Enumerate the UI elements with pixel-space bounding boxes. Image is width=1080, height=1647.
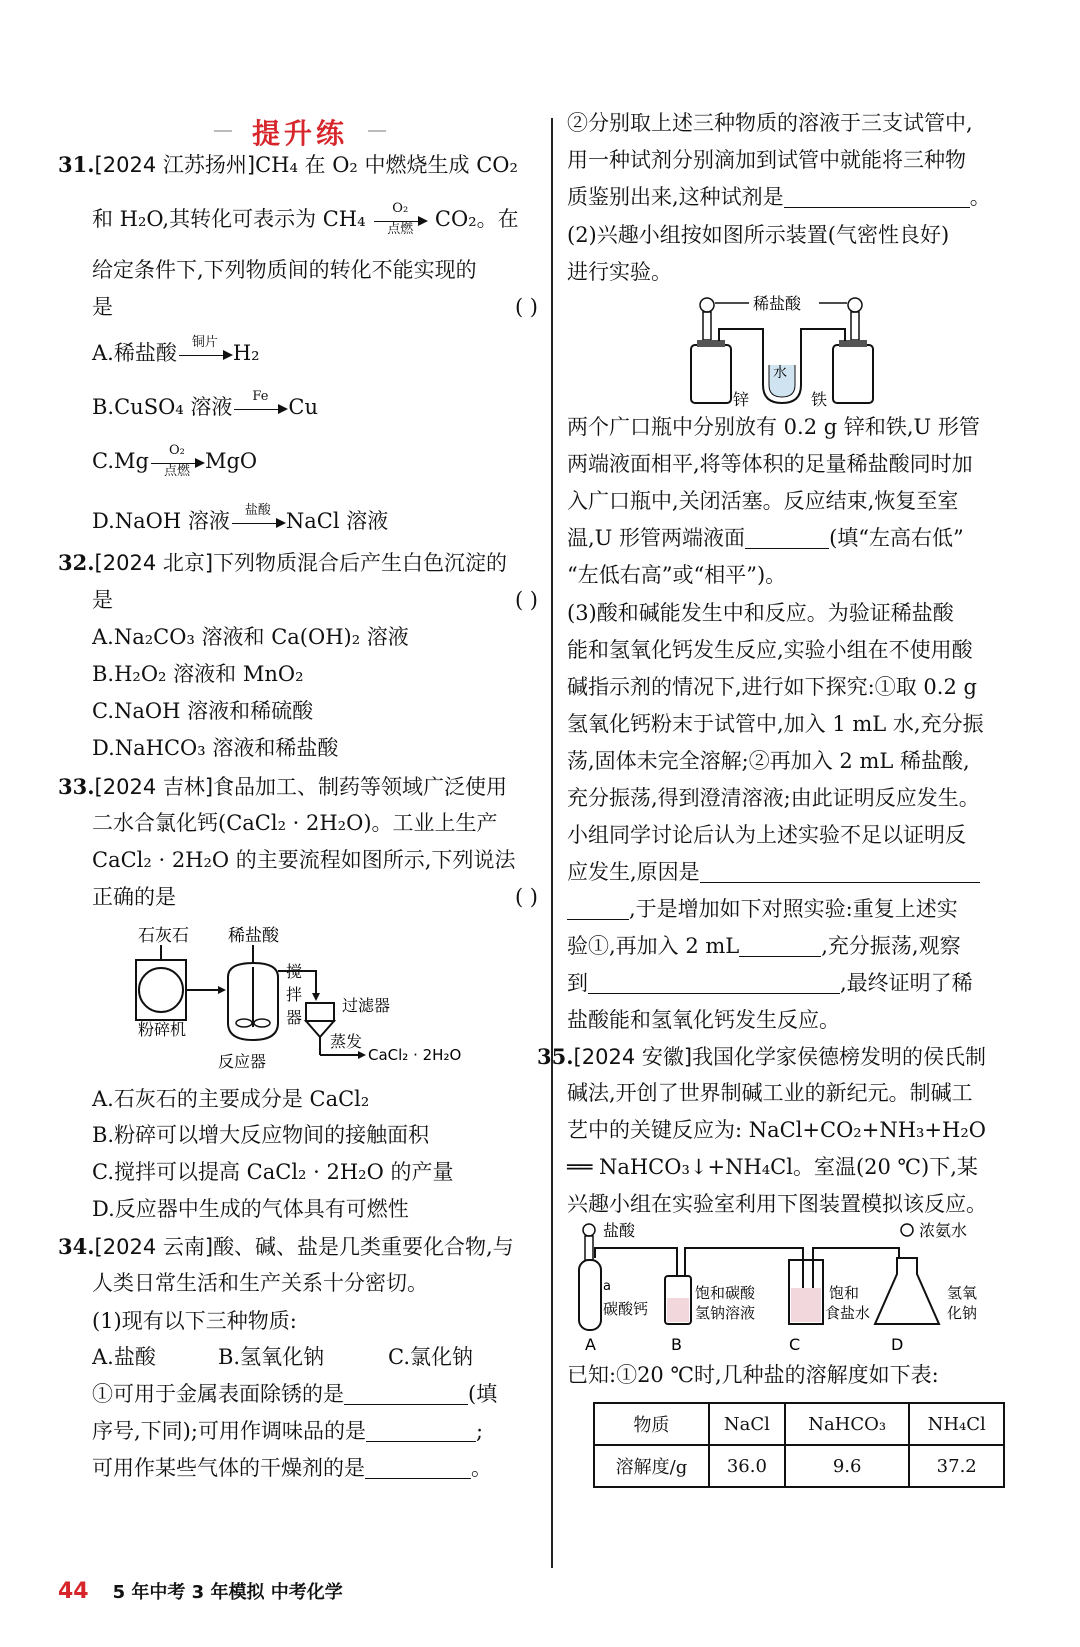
question-text: 酸、碱、盐是几类重要化合物,与 (213, 1235, 514, 1259)
arrow-condition: 点燃 (387, 221, 414, 237)
question-number: 31. (58, 152, 95, 177)
q35-line4: ══ NaHCO₃↓+NH₄Cl。室温(20 ℃)下,某 (567, 1155, 978, 1179)
question-text: CO₂。在 (434, 207, 519, 231)
question-text: 。 (471, 1456, 492, 1480)
answer-blank[interactable] (588, 971, 840, 994)
answer-blank[interactable] (344, 1382, 468, 1405)
q32-option-d: D.NaHCO₃ 溶液和稀盐酸 (92, 736, 339, 760)
q31-option-c (92, 442, 258, 479)
label-iron: 铁 (811, 390, 828, 409)
label-ammonia: 浓氨水 (919, 1221, 968, 1240)
question-text: 可用作某些气体的干燥剂的是 (92, 1456, 365, 1480)
question-text: 正确的是 (92, 885, 176, 909)
label-stir3: 器 (286, 1008, 303, 1027)
answer-paren[interactable]: ( ) (514, 295, 538, 319)
question-text: 下列物质混合后产生白色沉淀的 (213, 551, 508, 575)
q33-line2: 二水合氯化钙(CaCl₂ · 2H₂O)。工业上生产 (92, 811, 498, 835)
option-result: H₂ (232, 341, 260, 365)
question-source: [2024 云南] (94, 1235, 214, 1259)
q34-r22: 盐酸能和氢氧化钙发生反应。 (567, 1008, 840, 1032)
answer-blank[interactable] (365, 1456, 471, 1479)
q34-r4: (2)兴趣小组按如图所示装置(气密性良好) (567, 223, 950, 247)
q35-apparatus-diagram (567, 1218, 1007, 1358)
q35-line1 (537, 1042, 986, 1072)
answer-blank[interactable] (366, 1419, 476, 1442)
arrow-condition: Fe (252, 388, 269, 404)
label-nacl: 饱和 (829, 1284, 860, 1302)
q31-line1 (58, 150, 518, 180)
q34-r8: 入广口瓶中,关闭活塞。反应结束,恢复至室 (567, 489, 959, 513)
q32-option-a: A.Na₂CO₃ 溶液和 Ca(OH)₂ 溶液 (92, 625, 409, 649)
q33-line3: CaCl₂ · 2H₂O 的主要流程如图所示,下列说法 (92, 848, 516, 872)
section-title: 提升练 (220, 112, 380, 152)
q34-r12: 能和氢氧化钙发生反应,实验小组在不使用酸 (567, 638, 973, 662)
answer-blank[interactable] (784, 185, 970, 208)
arrow-condition: O₂ (169, 442, 185, 458)
question-text: 和 H₂O,其转化可表示为 CH₄ (92, 207, 366, 231)
q31-line2 (92, 200, 519, 237)
label-limestone: 石灰石 (138, 926, 189, 946)
question-number: 32. (58, 550, 95, 575)
question-text: ; (475, 1419, 484, 1443)
option-label: B.CuSO₄ 溶液 (92, 395, 233, 419)
column-divider (551, 118, 553, 1568)
q31-option-d (92, 502, 389, 538)
table-cell: 9.6 (785, 1445, 910, 1487)
q33-option-d: D.反应器中生成的气体具有可燃性 (92, 1197, 409, 1221)
q35-line5: 兴趣小组在实验室利用下图装置模拟该反应。 (567, 1192, 987, 1216)
table-cell: 36.0 (709, 1445, 785, 1487)
q34-r11: (3)酸和碱能发生中和反应。为验证稀盐酸 (567, 601, 954, 625)
label-stir: 搅 (286, 962, 303, 981)
label-crusher: 粉碎机 (138, 1020, 187, 1039)
q32-line1 (58, 548, 507, 578)
label-water: 水 (773, 365, 787, 381)
label-evap: 蒸发 (330, 1032, 363, 1051)
q34-r17: 小组同学讨论后认为上述实验不足以证明反 (567, 823, 966, 847)
q35-line3: 艺中的关键反应为: NaCl+CO₂+NH₃+H₂O (567, 1118, 986, 1142)
question-source: [2024 安徽] (573, 1045, 693, 1069)
question-number: 34. (58, 1234, 95, 1259)
q34-r3 (567, 182, 991, 212)
q34-l1 (92, 1379, 497, 1409)
option-result: NaCl 溶液 (285, 509, 389, 533)
question-text: 序号,下同);可用作调味品的是 (92, 1419, 366, 1443)
label-B: B (671, 1335, 682, 1354)
question-text: 是 (92, 588, 113, 612)
q34-r18 (567, 857, 980, 887)
option-result: Cu (288, 395, 318, 419)
page-footer (58, 1578, 343, 1604)
question-text: 到 (567, 971, 588, 995)
q34-r13: 碱指示剂的情况下,进行如下探究:①取 0.2 g (567, 675, 977, 699)
q34-l3 (92, 1453, 492, 1483)
question-text: ①可用于金属表面除锈的是 (92, 1382, 344, 1406)
table-cell: NH₄Cl (909, 1403, 1004, 1445)
arrow-condition: 盐酸 (244, 502, 271, 518)
q34-r9 (567, 523, 964, 553)
q34-sub1: (1)现有以下三种物质: (92, 1309, 297, 1333)
q34-item-c: C.氯化钠 (388, 1345, 473, 1369)
q31-line4 (92, 292, 538, 322)
q34-r2: 用一种试剂分别滴加到试管中就能将三种物 (567, 148, 966, 172)
reaction-arrow (372, 200, 428, 237)
table-cell: 物质 (594, 1403, 709, 1445)
q34-line1 (58, 1232, 514, 1262)
q33-option-c: C.搅拌可以提高 CaCl₂ · 2H₂O 的产量 (92, 1160, 454, 1184)
q33-line1 (58, 772, 507, 802)
table-row (594, 1403, 1004, 1445)
q34-l2 (92, 1416, 483, 1446)
question-text: (填 (468, 1382, 498, 1406)
answer-paren[interactable]: ( ) (514, 588, 538, 612)
q31-option-b (92, 388, 318, 424)
label-zinc: 锌 (733, 390, 750, 409)
label-stir2: 拌 (286, 985, 303, 1004)
question-text: ,最终证明了稀 (840, 971, 973, 995)
page-number: 44 (58, 1579, 89, 1604)
q34-r16: 充分振荡,得到澄清溶液;由此证明反应发生。 (567, 786, 980, 810)
question-text: (填“左高右低” (829, 526, 964, 550)
question-text: 验①,再加入 2 mL (567, 934, 740, 958)
answer-paren[interactable]: ( ) (514, 885, 538, 909)
question-text: ,于是增加如下对照实验:重复上述实 (629, 897, 958, 921)
question-text: 食品加工、制药等领域广泛使用 (213, 775, 508, 799)
answer-blank[interactable] (745, 526, 829, 549)
label-naclb: 食盐水 (825, 1304, 871, 1322)
label-nahco3: 饱和碳酸 (695, 1284, 756, 1302)
q32-option-b: B.H₂O₂ 溶液和 MnO₂ (92, 662, 304, 686)
answer-blank[interactable] (567, 897, 629, 920)
q31-option-a (92, 334, 260, 370)
q31-line3: 给定条件下,下列物质间的转化不能实现的 (92, 258, 477, 282)
q33-option-a: A.石灰石的主要成分是 CaCl₂ (92, 1087, 370, 1111)
q32-option-c: C.NaOH 溶液和稀硫酸 (92, 699, 314, 723)
solubility-table (593, 1402, 1005, 1488)
question-text: 应发生,原因是 (567, 860, 700, 884)
q34-r10: “左低右高”或“相平”)。 (567, 563, 787, 587)
question-text: 质鉴别出来,这种试剂是 (567, 185, 784, 209)
book-title: 5 年中考 3 年模拟 中考化学 (112, 1582, 343, 1603)
q34-u-tube-diagram (683, 285, 883, 410)
question-number: 33. (58, 774, 95, 799)
q33-option-b: B.粉碎可以增大反应物间的接触面积 (92, 1123, 430, 1147)
label-acid: 稀盐酸 (228, 926, 279, 946)
q34-r15: 荡,固体未完全溶解;②再加入 2 mL 稀盐酸, (567, 749, 970, 773)
label-C: C (789, 1335, 801, 1354)
reaction-arrow (230, 502, 286, 538)
question-text: 温,U 形管两端液面 (567, 526, 746, 550)
option-label: A.稀盐酸 (92, 341, 177, 365)
q34-r14: 氢氧化钙粉末于试管中,加入 1 mL 水,充分振 (567, 712, 984, 736)
table-cell: NaHCO₃ (785, 1403, 910, 1445)
q35-known: 已知:①20 ℃时,几种盐的溶解度如下表: (567, 1363, 939, 1387)
arrow-condition: 点燃 (163, 463, 190, 479)
q33-process-diagram (128, 915, 548, 1085)
q34-r7: 两端液面相平,将等体积的足量稀盐酸同时加 (567, 452, 973, 476)
label-acid: 盐酸 (603, 1221, 636, 1240)
option-result: MgO (204, 449, 258, 473)
table-row (594, 1445, 1004, 1487)
question-number: 35. (537, 1044, 574, 1069)
table-cell: NaCl (709, 1403, 785, 1445)
q34-r5: 进行实验。 (567, 260, 672, 284)
q34-item-a: A.盐酸 (92, 1345, 156, 1369)
q34-r19 (567, 894, 958, 924)
label-D: D (891, 1335, 904, 1354)
label-a: a (603, 1279, 611, 1294)
label-product: CaCl₂ · 2H₂O (368, 1046, 462, 1064)
q34-item-b: B.氢氧化钠 (218, 1345, 325, 1369)
label-nahco3b: 氢钠溶液 (695, 1304, 756, 1322)
question-source: [2024 吉林] (94, 775, 214, 799)
label-A: A (585, 1335, 596, 1354)
option-label: C.Mg (92, 449, 149, 473)
label-naoh: 氢氧 (947, 1284, 978, 1302)
label-naohb: 化钠 (947, 1304, 978, 1322)
q34-line2: 人类日常生活和生产关系十分密切。 (92, 1271, 428, 1295)
q34-r6: 两个广口瓶中分别放有 0.2 g 锌和铁,U 形管 (567, 415, 980, 439)
option-label: D.NaOH 溶液 (92, 509, 230, 533)
q35-line2: 碱法,开创了世界制碱工业的新纪元。制碱工 (567, 1081, 973, 1105)
question-text: 是 (92, 295, 113, 319)
question-text: CH₄ 在 O₂ 中燃烧生成 CO₂ (255, 153, 518, 177)
reaction-arrow (232, 388, 288, 424)
table-cell: 溶解度/g (594, 1445, 709, 1487)
q32-line2 (92, 585, 538, 615)
answer-blank[interactable] (739, 934, 821, 957)
question-source: [2024 江苏扬州] (94, 153, 256, 177)
question-text: 我国化学家侯德榜发明的侯氏制 (692, 1045, 987, 1069)
label-filter: 过滤器 (342, 996, 391, 1015)
label-reactor: 反应器 (218, 1052, 267, 1071)
question-source: [2024 北京] (94, 551, 214, 575)
label-caco3: 碳酸钙 (603, 1300, 649, 1318)
arrow-condition: 铜片 (191, 334, 218, 350)
table-cell: 37.2 (909, 1445, 1004, 1487)
q34-r20 (567, 931, 961, 961)
answer-blank[interactable] (700, 860, 980, 883)
question-text: 。 (969, 185, 991, 209)
q34-r1: ②分别取上述三种物质的溶液于三支试管中, (567, 111, 973, 135)
label-acid: 稀盐酸 (753, 294, 802, 313)
q34-r21 (567, 968, 973, 998)
arrow-condition: O₂ (392, 200, 409, 216)
question-text: ,充分振荡,观察 (821, 934, 961, 958)
q33-line4 (92, 882, 538, 912)
reaction-arrow (149, 442, 205, 479)
reaction-arrow (177, 334, 233, 370)
